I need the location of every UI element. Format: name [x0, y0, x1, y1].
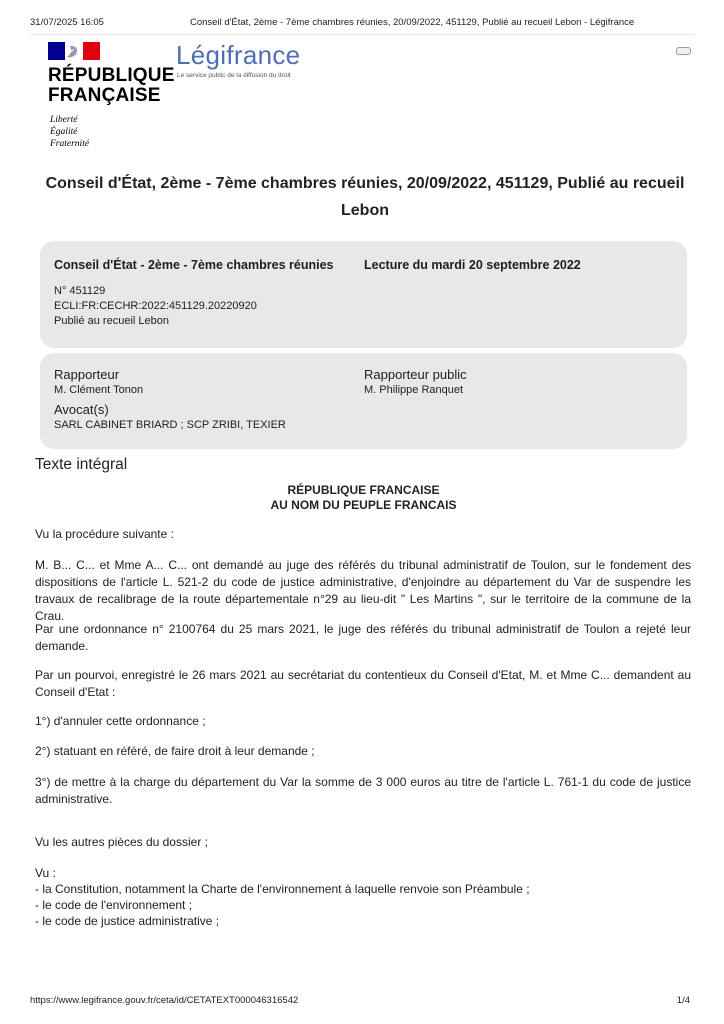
parties-card [40, 353, 687, 449]
paragraph: M. B... C... et Mme A... C... ont demandé au juge des référés du tribunal administratif de Toulon, sur le fondement des dispositions de l'article L. 521-2 du code de justice administrative, d'enjoindre au département du Var de suspendre les travaux de recalibrage de la route départementale n°29 au lieu-dit " Les Martins ", sur le territoire de la commune de la Crau. [35, 558, 691, 623]
list-item: - le code de justice administrative ; [35, 914, 220, 928]
paragraph: Vu : [35, 866, 56, 880]
publication-status: Publié au recueil Lebon [54, 315, 169, 327]
header-divider [30, 34, 694, 35]
paragraph: Vu la procédure suivante : [35, 527, 174, 541]
motto-liberte: Liberté [50, 115, 78, 125]
republique-francaise-wordmark [48, 66, 175, 106]
paragraph: Par une ordonnance n° 2100764 du 25 mars 2021, le juge des référés du tribunal administratif de Toulon a rejeté leur demande. [35, 622, 691, 653]
list-item: - la Constitution, notamment la Charte de l'environnement à laquelle renvoie son Préambule ; [35, 882, 530, 896]
rapporteur-label: Rapporteur [54, 367, 120, 382]
lecture-date: Lecture du mardi 20 septembre 2022 [364, 258, 581, 272]
rapporteur-public-name: M. Philippe Ranquet [364, 384, 464, 396]
decision-preamble-header [40, 483, 687, 513]
texte-integral-heading: Texte intégral [35, 456, 128, 473]
page-url: https://www.legifrance.gouv.fr/ceta/id/CETATEXT000046316542 [30, 995, 299, 1006]
page-number: 1/4 [676, 995, 690, 1006]
avocats-names: SARL CABINET BRIARD ; SCP ZRIBI, TEXIER [54, 419, 286, 431]
decision-info-card [40, 241, 687, 348]
legifrance-tagline: Le service public de la diffusion du droit [177, 72, 291, 79]
paragraph: 1°) d'annuler cette ordonnance ; [35, 714, 206, 728]
legifrance-logo[interactable]: Légifrance [176, 40, 301, 70]
preamble-line-1: RÉPUBLIQUE FRANCAISE [287, 483, 440, 497]
menu-toggle-icon[interactable] [676, 47, 691, 55]
motto-egalite: Égalité [50, 127, 78, 137]
preamble-line-2: AU NOM DU PEUPLE FRANCAIS [270, 498, 457, 512]
print-doc-title: Conseil d'État, 2ème - 7ème chambres réunies, 20/09/2022, 451129, Publié au recueil Lebon - Légifrance [190, 17, 635, 28]
motto-fraternite: Fraternité [50, 139, 90, 149]
rf-line-2: FRANÇAISE [48, 85, 161, 106]
paragraph: Par un pourvoi, enregistré le 26 mars 2021 au secrétariat du contentieux du Conseil d'Etat, M. et Mme C... demandent au Conseil d'Etat : [35, 668, 691, 699]
list-item: - le code de l'environnement ; [35, 898, 193, 912]
republique-motto [50, 114, 89, 150]
rapporteur-public-label: Rapporteur public [364, 367, 467, 382]
paragraph: 3°) de mettre à la charge du département du Var la somme de 3 000 euros au titre de l'article L. 761-1 du code de justice administrative. [35, 775, 691, 806]
paragraph: 2°) statuant en référé, de faire droit à leur demande ; [35, 744, 315, 758]
juridiction-label: Conseil d'État - 2ème - 7ème chambres réunies [54, 258, 334, 272]
avocats-label: Avocat(s) [54, 402, 109, 417]
page-title: Conseil d'État, 2ème - 7ème chambres réunies, 20/09/2022, 451129, Publié au recueil Lebon [45, 175, 685, 219]
decision-number: N° 451129 [54, 285, 106, 297]
rapporteur-name: M. Clément Tonon [54, 384, 144, 396]
marianne-logo-icon [48, 42, 100, 60]
rf-line-1: RÉPUBLIQUE [48, 65, 175, 86]
ecli-identifier: ECLI:FR:CECHR:2022:451129.20220920 [54, 300, 257, 312]
print-datetime: 31/07/2025 16:05 [30, 17, 104, 28]
paragraph: Vu les autres pièces du dossier ; [35, 835, 208, 849]
